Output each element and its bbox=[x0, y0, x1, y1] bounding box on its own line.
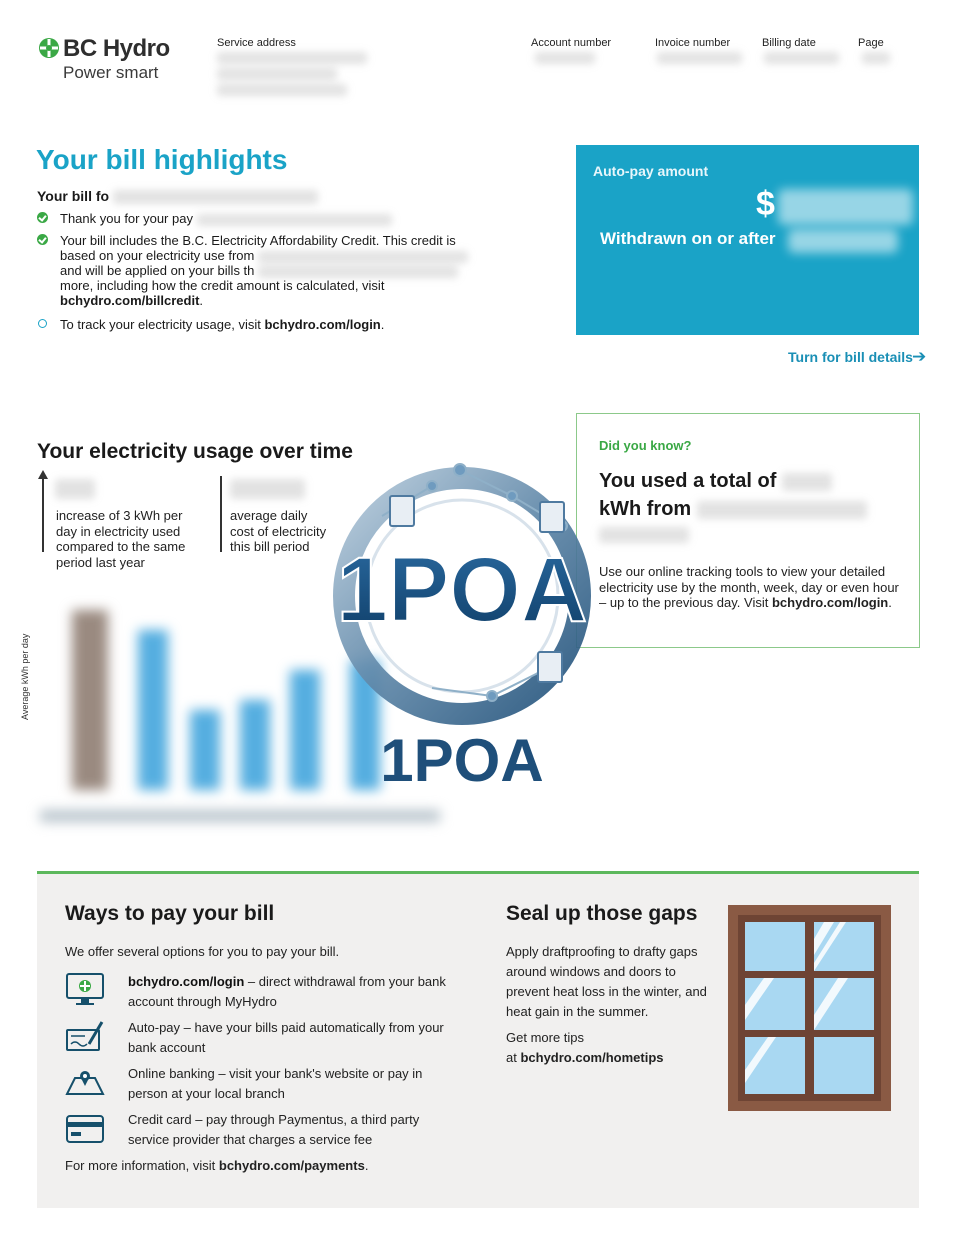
svg-text:1POA: 1POA bbox=[336, 539, 588, 641]
usage-increase-value-redacted bbox=[55, 479, 95, 499]
seal-gaps-more-tips bbox=[506, 1028, 716, 1068]
invoice-number-redacted bbox=[657, 52, 742, 64]
service-address-redacted-1 bbox=[217, 52, 367, 64]
body-period: . bbox=[888, 595, 892, 610]
credit-period-redacted bbox=[258, 251, 468, 263]
bill-highlights-title: Your bill highlights bbox=[36, 144, 288, 175]
cheque-pen-icon bbox=[65, 1018, 105, 1054]
bill-for-heading bbox=[37, 188, 318, 204]
tracking-tools-text: Use our online tracking tools to view your detailed electricity use by the month, week, day or even hour – up to the previous day. Visit bbox=[599, 564, 899, 610]
stat1-line4: period last year bbox=[56, 554, 145, 570]
did-you-know-head-line1 bbox=[599, 470, 832, 493]
stat-divider-1 bbox=[42, 478, 44, 552]
credit-line-3: and will be applied on your bills th bbox=[60, 263, 255, 278]
chart-bar bbox=[72, 610, 108, 790]
invoice-number-label: Invoice number bbox=[655, 37, 731, 49]
did-you-know-label: Did you know? bbox=[599, 438, 692, 453]
chart-bar bbox=[240, 700, 270, 790]
stat1-line1: increase of 3 kWh per bbox=[56, 508, 183, 523]
bc-hydro-logo-icon bbox=[38, 37, 60, 59]
window-illustration bbox=[728, 905, 891, 1111]
seal-gaps-title: Seal up those gaps bbox=[506, 902, 698, 925]
track-usage-bullet: To track your electricity usage, visit bchydro.com/login. bbox=[37, 317, 477, 332]
pay-banking-text: Online banking – visit your bank's website or pay in person at your local branch bbox=[128, 1066, 423, 1101]
service-address-label: Service address bbox=[217, 37, 296, 49]
did-you-know-body bbox=[599, 564, 909, 611]
auto-pay-box bbox=[576, 145, 919, 335]
daily-cost-value-redacted bbox=[230, 479, 305, 499]
stat1-line3: compared to the same bbox=[56, 539, 186, 554]
thank-you-text: Thank you for your pay bbox=[60, 211, 193, 226]
login-link[interactable]: bchydro.com/login bbox=[264, 317, 381, 332]
payments-link[interactable]: bchydro.com/payments bbox=[218, 1158, 365, 1173]
auto-pay-amount-redacted bbox=[778, 189, 913, 225]
usage-increase-stat bbox=[56, 508, 185, 570]
auto-pay-label: Auto-pay amount bbox=[593, 163, 709, 179]
chart-axis-labels bbox=[40, 810, 440, 822]
page-number-redacted bbox=[862, 52, 890, 64]
kwh-from-text: kWh from bbox=[599, 498, 692, 520]
credit-line-1: Your bill includes the B.C. Electricity Affordability Credit. This credit is bbox=[60, 233, 456, 248]
credit-line-4: more, including how the credit amount is calculated, visit bbox=[60, 278, 385, 293]
did-you-know-head-line2 bbox=[599, 498, 867, 521]
did-you-know-box bbox=[576, 413, 920, 648]
more-info-period: . bbox=[364, 1158, 369, 1173]
service-address-redacted-2 bbox=[217, 68, 337, 80]
chart-bar bbox=[190, 710, 220, 790]
bill-period-redacted bbox=[113, 190, 318, 204]
thank-you-bullet bbox=[37, 211, 477, 226]
login-link-2[interactable]: bchydro.com/login bbox=[771, 595, 889, 610]
bc-hydro-logo bbox=[36, 35, 196, 85]
info-circle-icon bbox=[38, 319, 47, 328]
usage-over-time-title: Your electricity usage over time bbox=[37, 440, 353, 463]
pay-credit-card-text: Credit card – pay through Paymentus, a third party service provider that charges a service fee bbox=[128, 1112, 420, 1147]
withdrawn-date-redacted bbox=[788, 229, 898, 253]
date-range-redacted-2 bbox=[599, 527, 689, 543]
check-icon bbox=[37, 234, 48, 245]
pay-login-link[interactable]: bchydro.com/login bbox=[128, 974, 245, 989]
hometips-link[interactable]: bchydro.com/hometips bbox=[520, 1050, 664, 1065]
brand-name: BC Hydro bbox=[63, 35, 170, 62]
account-number-label: Account number bbox=[531, 37, 612, 49]
auto-pay-dollar-sign: $ bbox=[756, 185, 775, 223]
turn-for-bill-details: Turn for bill details bbox=[788, 349, 913, 365]
credit-card-icon bbox=[65, 1110, 105, 1146]
date-range-redacted bbox=[697, 501, 867, 519]
pay-autopay-text: Auto-pay – have your bills paid automatically from your bank account bbox=[128, 1020, 444, 1055]
more-info-text: For more information, visit bbox=[65, 1158, 219, 1173]
payment-redacted bbox=[197, 214, 392, 226]
chart-bar bbox=[138, 630, 168, 790]
credit-bullet: Your bill includes the B.C. Electricity Affordability Credit. This credit is based on your electricity use from and will be applied on your bills th more, including how the credit amount is calculated, visit bchydro.com/billcredit. bbox=[37, 233, 477, 308]
more-tips-text: Get more tips bbox=[506, 1030, 585, 1045]
daily-cost-stat bbox=[230, 508, 326, 555]
stat2-line2: cost of electricity bbox=[230, 523, 327, 539]
payments-more-info bbox=[65, 1158, 368, 1173]
stat2-line3: this bill period bbox=[230, 539, 310, 554]
ways-to-pay-intro: We offer several options for you to pay your bill. bbox=[65, 944, 340, 959]
stat2-line1: average daily bbox=[230, 508, 308, 523]
withdrawn-on-label: Withdrawn on or after bbox=[600, 229, 776, 248]
billing-date-redacted bbox=[764, 52, 839, 64]
computer-icon bbox=[65, 972, 105, 1008]
service-address-redacted-3 bbox=[217, 84, 347, 96]
credit-bills-redacted bbox=[258, 266, 458, 278]
brand-tagline: Power smart bbox=[63, 63, 159, 82]
ways-to-pay-title: Ways to pay your bill bbox=[65, 902, 275, 925]
check-icon bbox=[37, 212, 48, 223]
chart-bar bbox=[290, 670, 320, 790]
bill-credit-link[interactable]: bchydro.com/billcredit bbox=[60, 293, 200, 308]
watermark-text: 1POA bbox=[380, 727, 544, 791]
account-number-redacted bbox=[535, 52, 595, 64]
total-kwh-redacted bbox=[782, 473, 832, 491]
total-used-text: You used a total of bbox=[599, 470, 777, 492]
page-label: Page bbox=[858, 37, 884, 49]
track-usage-text: To track your electricity usage, visit bbox=[60, 317, 265, 332]
stat1-line2: day in electricity used bbox=[56, 523, 181, 539]
billing-date-label: Billing date bbox=[762, 37, 816, 49]
bill-for-text: Your bill fo bbox=[37, 188, 110, 204]
arrow-right-icon: ➔ bbox=[912, 347, 927, 366]
credit-line-2: based on your electricity use from bbox=[60, 248, 255, 263]
map-pin-icon bbox=[65, 1064, 105, 1100]
seal-gaps-body: Apply draftproofing to drafty gaps around windows and doors to prevent heat loss in the winter, and heat gain in the summer. bbox=[506, 944, 707, 1019]
1poa-watermark-logo bbox=[322, 456, 612, 791]
chart-y-axis-label: Average kWh per day bbox=[20, 633, 30, 720]
more-tips-at: at bbox=[506, 1050, 521, 1065]
pay-online-text: – direct withdrawal from your bank account through MyHydro bbox=[128, 974, 446, 1009]
stat-divider-2 bbox=[220, 476, 222, 552]
